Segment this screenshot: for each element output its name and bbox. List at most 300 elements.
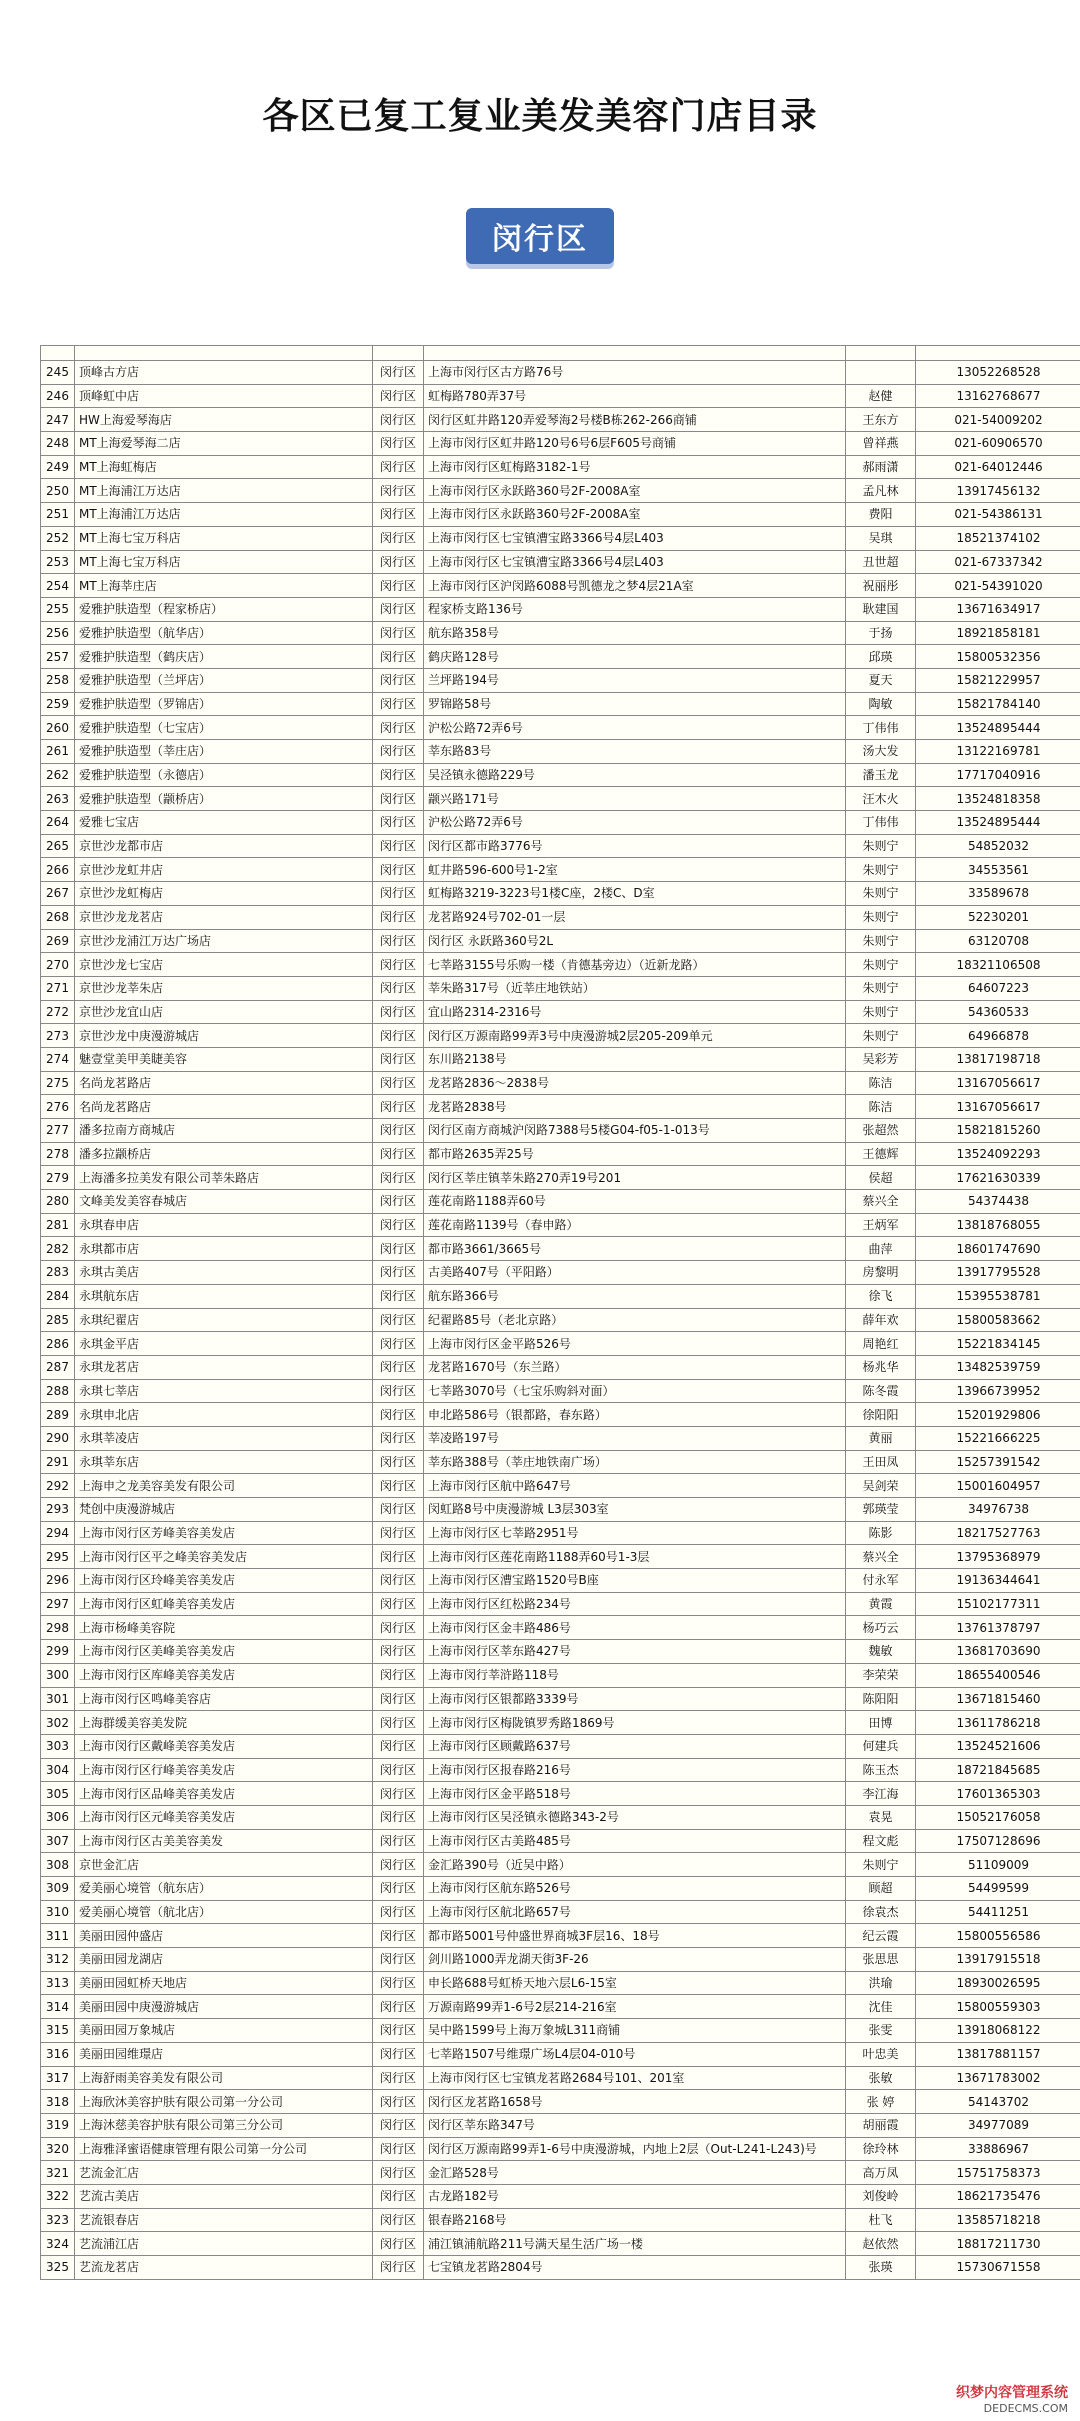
row-number: 248 bbox=[41, 432, 75, 456]
district: 闵行区 bbox=[373, 1782, 424, 1806]
phone: 54143702 bbox=[916, 2090, 1080, 2114]
contact-person: 丁伟伟 bbox=[846, 716, 916, 740]
contact-person: 陈阳阳 bbox=[846, 1687, 916, 1711]
district: 闵行区 bbox=[373, 882, 424, 906]
table-row bbox=[41, 1000, 1080, 1024]
store-name: 永琪都市店 bbox=[75, 1237, 373, 1261]
address: 莲花南路1188弄60号 bbox=[424, 1190, 846, 1214]
address: 上海市闵行区报春路216号 bbox=[424, 1758, 846, 1782]
contact-person: 王田凤 bbox=[846, 1450, 916, 1474]
store-name: 京世沙龙中庚漫游城店 bbox=[75, 1024, 373, 1048]
table-row bbox=[41, 1616, 1080, 1640]
address: 闵行区莘庄镇莘朱路270弄19号201 bbox=[424, 1166, 846, 1190]
district: 闵行区 bbox=[373, 2066, 424, 2090]
address: 万源南路99弄1-6号2层214-216室 bbox=[424, 1995, 846, 2019]
table-row bbox=[41, 432, 1080, 456]
address: 上海市闵行区永跃路360号2F-2008A室 bbox=[424, 503, 846, 527]
store-name: 艺流浦江店 bbox=[75, 2232, 373, 2256]
district-badge: 闵行区 bbox=[466, 208, 614, 264]
row-number: 300 bbox=[41, 1663, 75, 1687]
address: 上海市闵行区梅陇镇罗秀路1869号 bbox=[424, 1711, 846, 1735]
phone: 13795368979 bbox=[916, 1545, 1080, 1569]
phone: 17601365303 bbox=[916, 1782, 1080, 1806]
contact-person: 魏敏 bbox=[846, 1640, 916, 1664]
contact-person: 吴琪 bbox=[846, 526, 916, 550]
row-number: 274 bbox=[41, 1047, 75, 1071]
table-row bbox=[41, 692, 1080, 716]
table-row bbox=[41, 668, 1080, 692]
phone: 13671634917 bbox=[916, 597, 1080, 621]
store-name: 爱雅护肤造型（七宝店） bbox=[75, 716, 373, 740]
address: 航东路366号 bbox=[424, 1284, 846, 1308]
district: 闵行区 bbox=[373, 1142, 424, 1166]
phone: 13524092293 bbox=[916, 1142, 1080, 1166]
row-number: 264 bbox=[41, 811, 75, 835]
phone: 15821229957 bbox=[916, 668, 1080, 692]
phone: 13918068122 bbox=[916, 2019, 1080, 2043]
phone: 15257391542 bbox=[916, 1450, 1080, 1474]
address: 金汇路528号 bbox=[424, 2161, 846, 2185]
store-name: 上海市闵行区品峰美容美发店 bbox=[75, 1782, 373, 1806]
row-number: 296 bbox=[41, 1569, 75, 1593]
address: 龙茗路1670号（东兰路） bbox=[424, 1355, 846, 1379]
row-number: 270 bbox=[41, 953, 75, 977]
table-row bbox=[41, 1450, 1080, 1474]
table-row bbox=[41, 621, 1080, 645]
phone: 18621735476 bbox=[916, 2184, 1080, 2208]
district: 闵行区 bbox=[373, 1592, 424, 1616]
table-cell bbox=[41, 346, 75, 361]
contact-person: 杜飞 bbox=[846, 2208, 916, 2232]
contact-person: 赵依然 bbox=[846, 2232, 916, 2256]
table-row bbox=[41, 1592, 1080, 1616]
row-number: 307 bbox=[41, 1829, 75, 1853]
row-number: 311 bbox=[41, 1924, 75, 1948]
store-name: 上海市闵行区鸣峰美容店 bbox=[75, 1687, 373, 1711]
address: 上海市闵行区漕宝路1520号B座 bbox=[424, 1569, 846, 1593]
row-number: 295 bbox=[41, 1545, 75, 1569]
phone: 13482539759 bbox=[916, 1355, 1080, 1379]
district: 闵行区 bbox=[373, 1971, 424, 1995]
row-number: 278 bbox=[41, 1142, 75, 1166]
table-row bbox=[41, 384, 1080, 408]
contact-person: 曲萍 bbox=[846, 1237, 916, 1261]
contact-person: 张雯 bbox=[846, 2019, 916, 2043]
address: 上海市闵行区金丰路486号 bbox=[424, 1616, 846, 1640]
phone: 17621630339 bbox=[916, 1166, 1080, 1190]
store-name: 名尚龙茗路店 bbox=[75, 1071, 373, 1095]
table-row bbox=[41, 526, 1080, 550]
address: 上海市闵行区七莘路2951号 bbox=[424, 1521, 846, 1545]
table-row bbox=[41, 455, 1080, 479]
address: 上海市闵行区七宝镇龙茗路2684号101、201室 bbox=[424, 2066, 846, 2090]
address: 上海市闵行区莲花南路1188弄60号1-3层 bbox=[424, 1545, 846, 1569]
store-name: 京世沙龙虹井店 bbox=[75, 858, 373, 882]
address: 浦江镇浦航路211号满天星生活广场一楼 bbox=[424, 2232, 846, 2256]
store-name: 美丽田园虹桥天地店 bbox=[75, 1971, 373, 1995]
contact-person: 袁晃 bbox=[846, 1805, 916, 1829]
district: 闵行区 bbox=[373, 1213, 424, 1237]
contact-person: 蔡兴全 bbox=[846, 1190, 916, 1214]
store-name: 永琪申北店 bbox=[75, 1403, 373, 1427]
store-name: MT上海七宝万科店 bbox=[75, 550, 373, 574]
phone: 13167056617 bbox=[916, 1095, 1080, 1119]
address: 上海市闵行区永跃路360号2F-2008A室 bbox=[424, 479, 846, 503]
table-row bbox=[41, 1237, 1080, 1261]
contact-person: 张敏 bbox=[846, 2066, 916, 2090]
address: 上海市闵行莘浒路118号 bbox=[424, 1663, 846, 1687]
phone: 13818768055 bbox=[916, 1213, 1080, 1237]
phone: 13761378797 bbox=[916, 1616, 1080, 1640]
district: 闵行区 bbox=[373, 503, 424, 527]
store-name: 艺流金汇店 bbox=[75, 2161, 373, 2185]
district: 闵行区 bbox=[373, 2019, 424, 2043]
row-number: 284 bbox=[41, 1284, 75, 1308]
phone: 18921858181 bbox=[916, 621, 1080, 645]
table-row bbox=[41, 1379, 1080, 1403]
phone: 021-60906570 bbox=[916, 432, 1080, 456]
address: 龙茗路924号702-01一层 bbox=[424, 905, 846, 929]
address: 航东路358号 bbox=[424, 621, 846, 645]
district: 闵行区 bbox=[373, 1640, 424, 1664]
store-name: MT上海莘庄店 bbox=[75, 574, 373, 598]
address: 都市路3661/3665号 bbox=[424, 1237, 846, 1261]
district: 闵行区 bbox=[373, 2256, 424, 2280]
address: 都市路2635弄25号 bbox=[424, 1142, 846, 1166]
contact-person: 郭瑛莹 bbox=[846, 1498, 916, 1522]
contact-person: 朱则宁 bbox=[846, 882, 916, 906]
address: 古美路407号（平阳路） bbox=[424, 1261, 846, 1285]
table-row bbox=[41, 2208, 1080, 2232]
district: 闵行区 bbox=[373, 1379, 424, 1403]
address: 古龙路182号 bbox=[424, 2184, 846, 2208]
contact-person: 顾超 bbox=[846, 1877, 916, 1901]
row-number: 325 bbox=[41, 2256, 75, 2280]
table-row bbox=[41, 1853, 1080, 1877]
phone: 51109009 bbox=[916, 1853, 1080, 1877]
contact-person: 张瑛 bbox=[846, 2256, 916, 2280]
table-row bbox=[41, 1805, 1080, 1829]
table-row bbox=[41, 1284, 1080, 1308]
phone: 34553561 bbox=[916, 858, 1080, 882]
contact-person: 陈洁 bbox=[846, 1095, 916, 1119]
store-name: 上海舒雨美容美发有限公司 bbox=[75, 2066, 373, 2090]
contact-person: 朱则宁 bbox=[846, 976, 916, 1000]
row-number: 280 bbox=[41, 1190, 75, 1214]
contact-person bbox=[846, 361, 916, 385]
address: 上海市闵行区古美路485号 bbox=[424, 1829, 846, 1853]
row-number: 290 bbox=[41, 1426, 75, 1450]
store-table-body bbox=[41, 346, 1080, 2280]
contact-person: 侯超 bbox=[846, 1166, 916, 1190]
phone: 13966739952 bbox=[916, 1379, 1080, 1403]
table-top-border-row bbox=[41, 346, 1080, 361]
table-row bbox=[41, 479, 1080, 503]
store-name: 上海市闵行区行峰美容美发店 bbox=[75, 1758, 373, 1782]
row-number: 312 bbox=[41, 1948, 75, 1972]
contact-person: 徐袁杰 bbox=[846, 1900, 916, 1924]
address: 鹤庆路128号 bbox=[424, 645, 846, 669]
row-number: 304 bbox=[41, 1758, 75, 1782]
address: 上海市闵行区顾戴路637号 bbox=[424, 1734, 846, 1758]
phone: 13122169781 bbox=[916, 740, 1080, 764]
contact-person: 张思思 bbox=[846, 1948, 916, 1972]
contact-person: 朱则宁 bbox=[846, 953, 916, 977]
store-name: MT上海七宝万科店 bbox=[75, 526, 373, 550]
district: 闵行区 bbox=[373, 1734, 424, 1758]
phone: 13524521606 bbox=[916, 1734, 1080, 1758]
address: 上海市闵行区航中路647号 bbox=[424, 1474, 846, 1498]
district: 闵行区 bbox=[373, 668, 424, 692]
district: 闵行区 bbox=[373, 2042, 424, 2066]
phone: 18817211730 bbox=[916, 2232, 1080, 2256]
district: 闵行区 bbox=[373, 479, 424, 503]
store-name: 爱雅护肤造型（莘庄店） bbox=[75, 740, 373, 764]
district: 闵行区 bbox=[373, 1829, 424, 1853]
contact-person: 朱则宁 bbox=[846, 834, 916, 858]
row-number: 259 bbox=[41, 692, 75, 716]
table-row bbox=[41, 858, 1080, 882]
store-name: 京世沙龙七宝店 bbox=[75, 953, 373, 977]
district: 闵行区 bbox=[373, 787, 424, 811]
table-cell bbox=[75, 346, 373, 361]
contact-person: 朱则宁 bbox=[846, 1024, 916, 1048]
phone: 15395538781 bbox=[916, 1284, 1080, 1308]
district: 闵行区 bbox=[373, 2161, 424, 2185]
phone: 15821815260 bbox=[916, 1119, 1080, 1143]
district: 闵行区 bbox=[373, 2137, 424, 2161]
phone: 15001604957 bbox=[916, 1474, 1080, 1498]
contact-person: 汪木火 bbox=[846, 787, 916, 811]
store-name: 京世沙龙都市店 bbox=[75, 834, 373, 858]
phone: 021-54009202 bbox=[916, 408, 1080, 432]
district: 闵行区 bbox=[373, 526, 424, 550]
row-number: 273 bbox=[41, 1024, 75, 1048]
phone: 13585718218 bbox=[916, 2208, 1080, 2232]
store-name: 上海雅泽蜜语健康管理有限公司第一分公司 bbox=[75, 2137, 373, 2161]
district: 闵行区 bbox=[373, 2113, 424, 2137]
address: 莘东路388号（莘庄地铁南广场） bbox=[424, 1450, 846, 1474]
table-row bbox=[41, 905, 1080, 929]
address: 闵行区万源南路99弄3号中庚漫游城2层205-209单元 bbox=[424, 1024, 846, 1048]
row-number: 310 bbox=[41, 1900, 75, 1924]
district: 闵行区 bbox=[373, 1569, 424, 1593]
table-row bbox=[41, 1190, 1080, 1214]
phone: 15221834145 bbox=[916, 1332, 1080, 1356]
table-row bbox=[41, 2137, 1080, 2161]
table-row bbox=[41, 1877, 1080, 1901]
district: 闵行区 bbox=[373, 550, 424, 574]
contact-person: 陶敏 bbox=[846, 692, 916, 716]
row-number: 323 bbox=[41, 2208, 75, 2232]
district: 闵行区 bbox=[373, 1426, 424, 1450]
store-name: 爱美丽心境管（航东店） bbox=[75, 1877, 373, 1901]
row-number: 314 bbox=[41, 1995, 75, 2019]
contact-person: 张超然 bbox=[846, 1119, 916, 1143]
table-cell bbox=[846, 346, 916, 361]
contact-person: 朱则宁 bbox=[846, 905, 916, 929]
table-row bbox=[41, 2019, 1080, 2043]
store-name: 上海沐慈美容护肤有限公司第三分公司 bbox=[75, 2113, 373, 2137]
district: 闵行区 bbox=[373, 811, 424, 835]
district: 闵行区 bbox=[373, 621, 424, 645]
phone: 18321106508 bbox=[916, 953, 1080, 977]
phone: 18217527763 bbox=[916, 1521, 1080, 1545]
store-name: 上海市闵行区古美美容美发 bbox=[75, 1829, 373, 1853]
store-name: 京世沙龙莘朱店 bbox=[75, 976, 373, 1000]
district: 闵行区 bbox=[373, 953, 424, 977]
row-number: 266 bbox=[41, 858, 75, 882]
store-name: 上海市闵行区元峰美容美发店 bbox=[75, 1805, 373, 1829]
district: 闵行区 bbox=[373, 858, 424, 882]
contact-person: 何建兵 bbox=[846, 1734, 916, 1758]
store-name: 京世沙龙龙茗店 bbox=[75, 905, 373, 929]
district: 闵行区 bbox=[373, 432, 424, 456]
table-row bbox=[41, 1663, 1080, 1687]
contact-person: 杨兆华 bbox=[846, 1355, 916, 1379]
phone: 13671815460 bbox=[916, 1687, 1080, 1711]
district: 闵行区 bbox=[373, 1237, 424, 1261]
address: 上海市闵行区红松路234号 bbox=[424, 1592, 846, 1616]
contact-person: 房黎明 bbox=[846, 1261, 916, 1285]
phone: 54411251 bbox=[916, 1900, 1080, 1924]
contact-person: 王炳军 bbox=[846, 1213, 916, 1237]
district: 闵行区 bbox=[373, 1711, 424, 1735]
row-number: 320 bbox=[41, 2137, 75, 2161]
contact-person: 祝丽彤 bbox=[846, 574, 916, 598]
watermark bbox=[956, 2382, 1068, 2415]
row-number: 263 bbox=[41, 787, 75, 811]
address: 七莘路1507号维璟广场L4层04-010号 bbox=[424, 2042, 846, 2066]
store-name: 美丽田园龙湖店 bbox=[75, 1948, 373, 1972]
row-number: 275 bbox=[41, 1071, 75, 1095]
store-name: 永琪春申店 bbox=[75, 1213, 373, 1237]
row-number: 251 bbox=[41, 503, 75, 527]
district: 闵行区 bbox=[373, 1900, 424, 1924]
row-number: 252 bbox=[41, 526, 75, 550]
table-row bbox=[41, 2161, 1080, 2185]
phone: 15730671558 bbox=[916, 2256, 1080, 2280]
contact-person: 纪云霞 bbox=[846, 1924, 916, 1948]
district: 闵行区 bbox=[373, 1450, 424, 1474]
row-number: 279 bbox=[41, 1166, 75, 1190]
district: 闵行区 bbox=[373, 1261, 424, 1285]
store-name: 美丽田园仲盛店 bbox=[75, 1924, 373, 1948]
row-number: 277 bbox=[41, 1119, 75, 1143]
contact-person: 朱则宁 bbox=[846, 1000, 916, 1024]
store-name: 爱雅护肤造型（颛桥店） bbox=[75, 787, 373, 811]
phone: 54360533 bbox=[916, 1000, 1080, 1024]
phone: 34977089 bbox=[916, 2113, 1080, 2137]
address: 上海市闵行区航北路657号 bbox=[424, 1900, 846, 1924]
store-name: 上海市闵行区虹峰美容美发店 bbox=[75, 1592, 373, 1616]
contact-person: 徐阳阳 bbox=[846, 1403, 916, 1427]
address: 申北路586号（银都路，春东路） bbox=[424, 1403, 846, 1427]
phone: 54499599 bbox=[916, 1877, 1080, 1901]
table-row bbox=[41, 1071, 1080, 1095]
address: 闵虹路8号中庚漫游城 L3层303室 bbox=[424, 1498, 846, 1522]
contact-person: 李荣荣 bbox=[846, 1663, 916, 1687]
phone: 54852032 bbox=[916, 834, 1080, 858]
phone: 021-54391020 bbox=[916, 574, 1080, 598]
row-number: 271 bbox=[41, 976, 75, 1000]
district: 闵行区 bbox=[373, 645, 424, 669]
table-row bbox=[41, 1142, 1080, 1166]
district: 闵行区 bbox=[373, 1474, 424, 1498]
table-row bbox=[41, 1948, 1080, 1972]
table-cell bbox=[424, 346, 846, 361]
row-number: 255 bbox=[41, 597, 75, 621]
table-row bbox=[41, 1498, 1080, 1522]
phone: 18601747690 bbox=[916, 1237, 1080, 1261]
district: 闵行区 bbox=[373, 1095, 424, 1119]
store-name: 爱雅护肤造型（航华店） bbox=[75, 621, 373, 645]
district: 闵行区 bbox=[373, 597, 424, 621]
store-name: 永琪莘东店 bbox=[75, 1450, 373, 1474]
row-number: 246 bbox=[41, 384, 75, 408]
district: 闵行区 bbox=[373, 1071, 424, 1095]
phone: 13817198718 bbox=[916, 1047, 1080, 1071]
table-row bbox=[41, 1687, 1080, 1711]
row-number: 281 bbox=[41, 1213, 75, 1237]
phone: 18521374102 bbox=[916, 526, 1080, 550]
district: 闵行区 bbox=[373, 1924, 424, 1948]
contact-person: 张 婷 bbox=[846, 2090, 916, 2114]
address: 七莘路3070号（七宝乐购斜对面） bbox=[424, 1379, 846, 1403]
district: 闵行区 bbox=[373, 905, 424, 929]
contact-person: 曾祥燕 bbox=[846, 432, 916, 456]
address: 闵行区虹井路120弄爱琴海2号楼B栋262-266商铺 bbox=[424, 408, 846, 432]
district: 闵行区 bbox=[373, 1545, 424, 1569]
store-name: 上海潘多拉美发有限公司莘朱路店 bbox=[75, 1166, 373, 1190]
row-number: 315 bbox=[41, 2019, 75, 2043]
row-number: 254 bbox=[41, 574, 75, 598]
store-name: 上海市闵行区戴峰美容美发店 bbox=[75, 1734, 373, 1758]
table-row bbox=[41, 597, 1080, 621]
table-row bbox=[41, 1900, 1080, 1924]
phone: 13167056617 bbox=[916, 1071, 1080, 1095]
contact-person: 于扬 bbox=[846, 621, 916, 645]
district: 闵行区 bbox=[373, 1687, 424, 1711]
table-row bbox=[41, 787, 1080, 811]
row-number: 305 bbox=[41, 1782, 75, 1806]
row-number: 299 bbox=[41, 1640, 75, 1664]
store-name: 爱雅护肤造型（兰坪店） bbox=[75, 668, 373, 692]
row-number: 292 bbox=[41, 1474, 75, 1498]
address: 沪松公路72弄6号 bbox=[424, 811, 846, 835]
row-number: 262 bbox=[41, 763, 75, 787]
district: 闵行区 bbox=[373, 1190, 424, 1214]
district: 闵行区 bbox=[373, 1332, 424, 1356]
store-name: 美丽田园万象城店 bbox=[75, 2019, 373, 2043]
district: 闵行区 bbox=[373, 740, 424, 764]
phone: 13917795528 bbox=[916, 1261, 1080, 1285]
page-title: 各区已复工复业美发美容门店目录 bbox=[262, 95, 818, 137]
watermark-title: 织梦内容管理系统 bbox=[956, 2385, 1068, 2401]
store-name: 艺流银春店 bbox=[75, 2208, 373, 2232]
table-row bbox=[41, 716, 1080, 740]
row-number: 249 bbox=[41, 455, 75, 479]
district: 闵行区 bbox=[373, 1758, 424, 1782]
district: 闵行区 bbox=[373, 1877, 424, 1901]
phone: 021-54386131 bbox=[916, 503, 1080, 527]
table-row bbox=[41, 1024, 1080, 1048]
contact-person: 郝雨潇 bbox=[846, 455, 916, 479]
row-number: 293 bbox=[41, 1498, 75, 1522]
contact-person: 黄丽 bbox=[846, 1426, 916, 1450]
address: 龙茗路2836～2838号 bbox=[424, 1071, 846, 1095]
table-row bbox=[41, 1213, 1080, 1237]
